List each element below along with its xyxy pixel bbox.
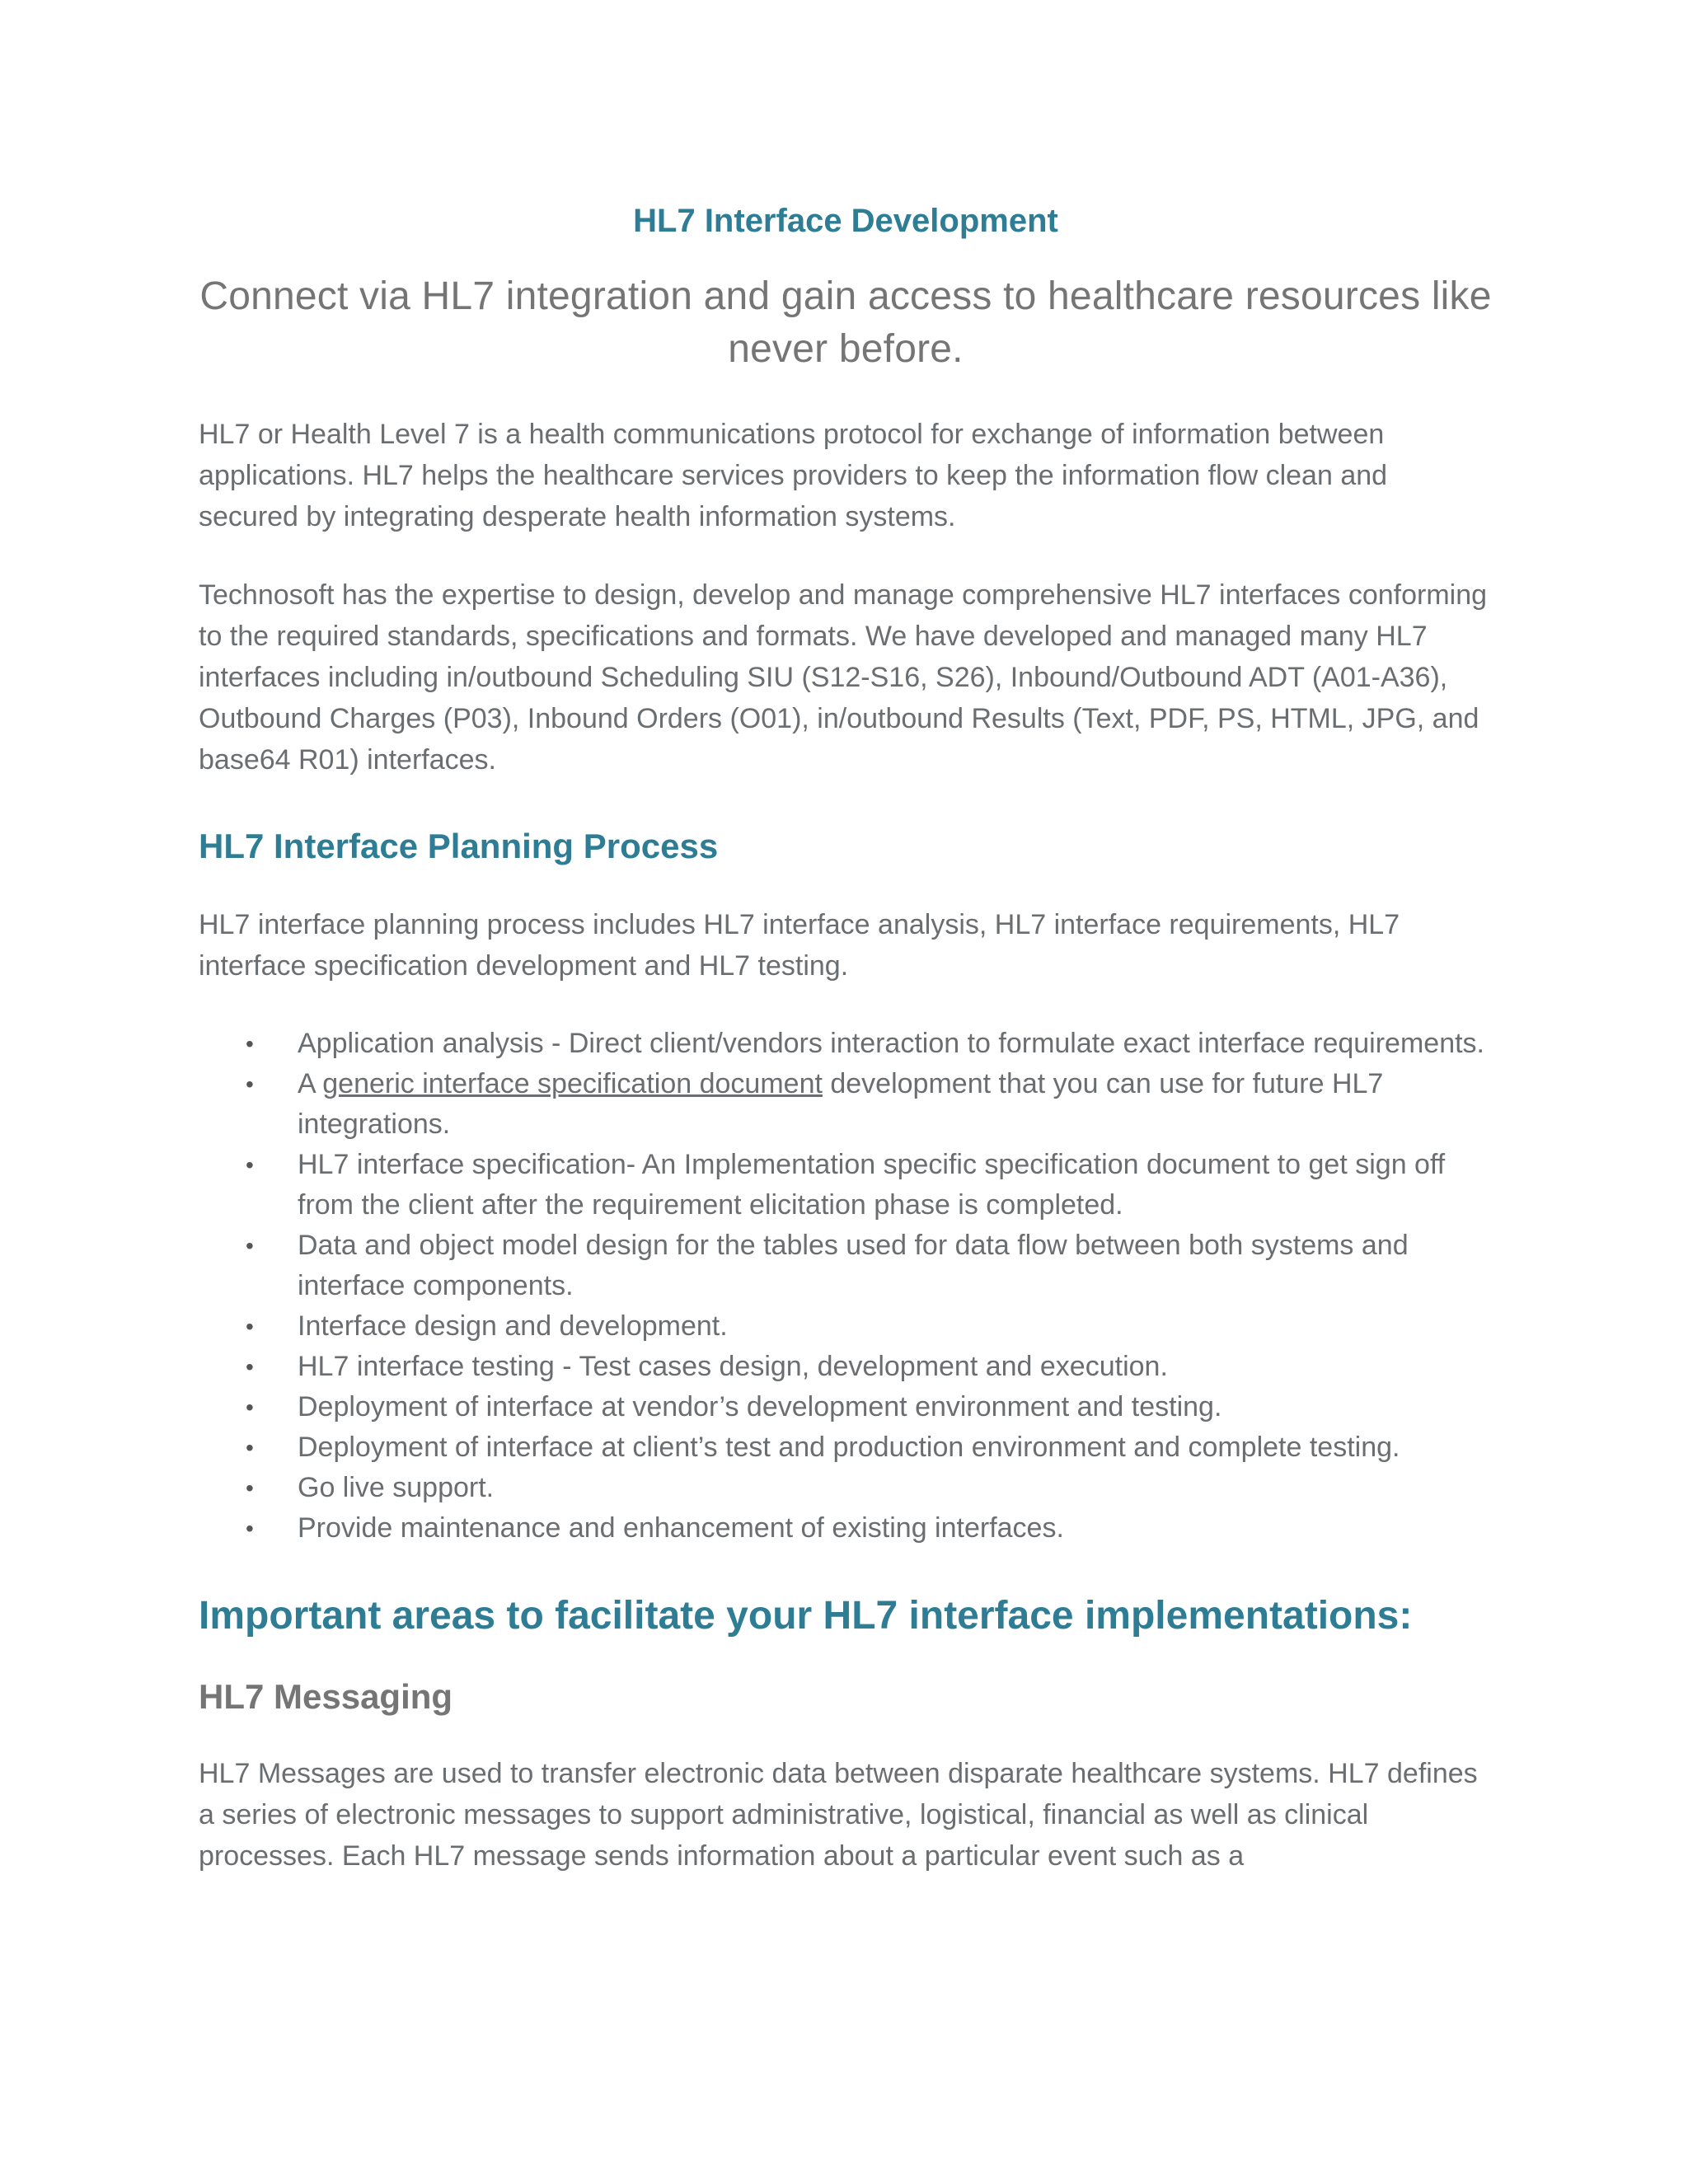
list-item bbox=[199, 1024, 1493, 1064]
list-item bbox=[199, 1508, 1493, 1549]
list-item bbox=[199, 1064, 1493, 1145]
list-item-text: HL7 interface specification- An Implementation specific specification document to get sign off from the client after the requirement elicitation phase is completed. bbox=[298, 1149, 1446, 1221]
bullet-icon: • bbox=[246, 1516, 254, 1541]
list-item-text: Provide maintenance and enhancement of existing interfaces. bbox=[298, 1512, 1064, 1544]
messaging-paragraph: HL7 Messages are used to transfer electronic data between disparate healthcare systems. HL7 defines a series of electronic messages to support administrative, logistical, financial as well as clinical processes. Each HL7 message sends information about a particular event such as a bbox=[199, 1758, 1478, 1872]
list-item bbox=[199, 1427, 1493, 1468]
list-item-text: Application analysis - Direct client/vendors interaction to formulate exact interface requirements. bbox=[298, 1028, 1485, 1059]
list-item bbox=[199, 1145, 1493, 1226]
expertise-paragraph: Technosoft has the expertise to design, develop and manage comprehensive HL7 interfaces conforming to the required standards, specifications and formats. We have developed and managed many HL7 interfaces including in/outbound Scheduling SIU (S12-S16, S26), Inbound/Outbound ADT (A01-A36), Outbound Charges (P03), Inbound Orders (O01), in/outbound Results (Text, PDF, PS, HTML, JPG, and base64 R01) interfaces. bbox=[199, 579, 1488, 776]
bullet-icon: • bbox=[246, 1314, 254, 1339]
list-item-text: Deployment of interface at vendor’s development environment and testing. bbox=[298, 1391, 1222, 1422]
bullet-icon: • bbox=[246, 1233, 254, 1258]
bullet-icon: • bbox=[246, 1152, 254, 1178]
planning-heading: HL7 Interface Planning Process bbox=[199, 827, 719, 865]
page-subtitle: Connect via HL7 integration and gain access to healthcare resources like never before. bbox=[199, 274, 1492, 371]
planning-bullet-list bbox=[199, 1024, 1493, 1549]
list-item-text: Go live support. bbox=[298, 1472, 495, 1503]
list-item bbox=[199, 1387, 1493, 1427]
list-item bbox=[199, 1306, 1493, 1347]
list-item-text: Data and object model design for the tables used for data flow between both systems and interface components. bbox=[298, 1230, 1409, 1301]
planning-paragraph: HL7 interface planning process includes HL7 interface analysis, HL7 interface requirements, HL7 interface specification development and HL7 testing. bbox=[199, 909, 1400, 982]
intro-paragraph: HL7 or Health Level 7 is a health communications protocol for exchange of information between applications. HL7 helps the healthcare services providers to keep the information flow clean and secured by integrating desperate health information systems. bbox=[199, 419, 1388, 532]
bullet-icon: • bbox=[246, 1475, 254, 1501]
list-item-text: HL7 interface testing - Test cases design, development and execution. bbox=[298, 1351, 1168, 1382]
page-title: HL7 Interface Development bbox=[633, 203, 1058, 239]
bullet-icon: • bbox=[246, 1394, 254, 1420]
important-areas-heading: Important areas to facilitate your HL7 interface implementations: bbox=[199, 1594, 1413, 1638]
bullet-icon: • bbox=[246, 1071, 254, 1097]
list-item bbox=[199, 1226, 1493, 1306]
document-content bbox=[199, 194, 1493, 1914]
generic-spec-document-link[interactable]: generic interface specification document bbox=[322, 1068, 823, 1099]
bullet-icon: • bbox=[246, 1435, 254, 1460]
list-item-suffix: development that you can use for future HL7 integrations. bbox=[298, 1068, 1384, 1140]
list-item-text: Interface design and development. bbox=[298, 1310, 728, 1342]
messaging-heading: HL7 Messaging bbox=[199, 1677, 453, 1716]
list-item bbox=[199, 1468, 1493, 1508]
list-item-prefix: A bbox=[298, 1068, 323, 1099]
list-item bbox=[199, 1347, 1493, 1387]
list-item-text: Deployment of interface at client’s test and production environment and complete testing. bbox=[298, 1432, 1400, 1463]
bullet-icon: • bbox=[246, 1354, 254, 1380]
bullet-icon: • bbox=[246, 1031, 254, 1057]
